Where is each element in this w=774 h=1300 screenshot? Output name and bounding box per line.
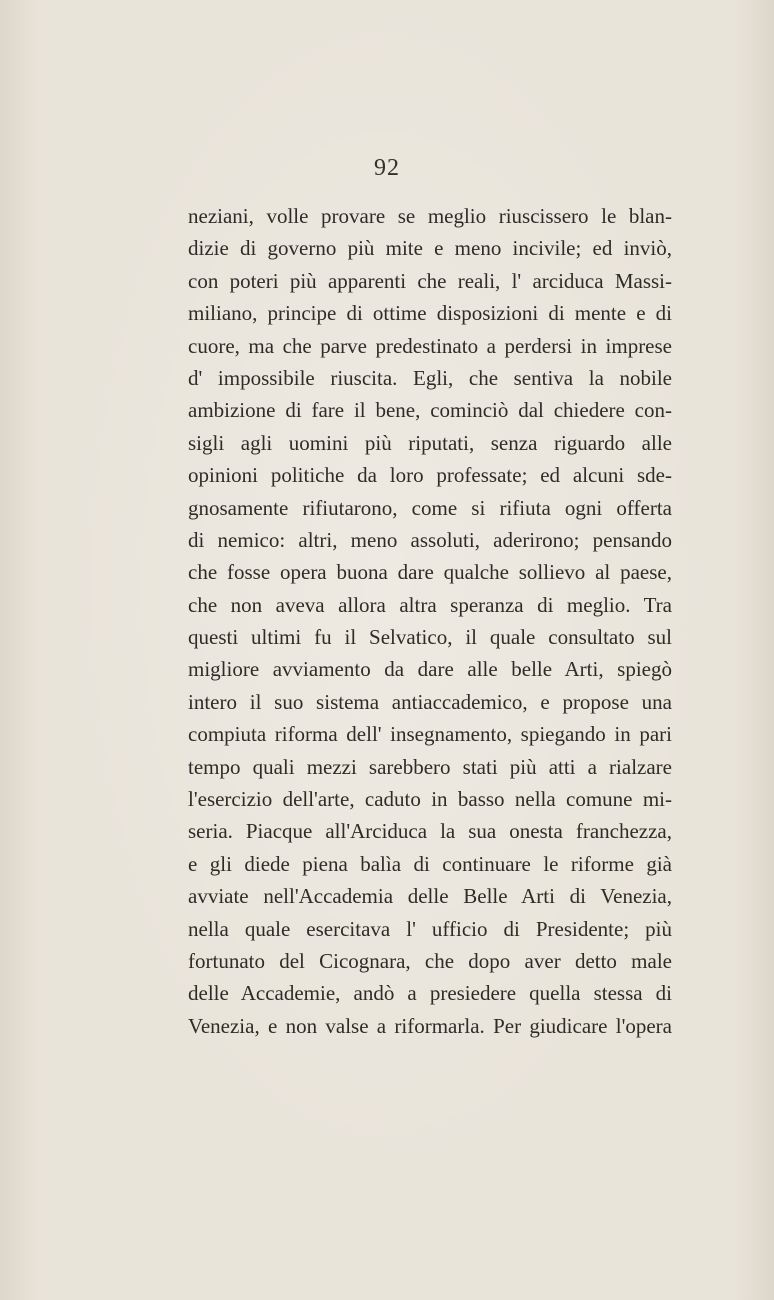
text-line: tempo quali mezzi sarebbero stati più atti a rialzare — [188, 754, 672, 779]
text-line: gnosamente rifiutarono, come si rifiuta ogni offerta — [188, 495, 672, 520]
text-line: questi ultimi fu il Selvatico, il quale consultato sul — [188, 625, 672, 650]
text-line: con poteri più apparenti che reali, l' arciduca Massi- — [188, 268, 672, 293]
text-line: intero il suo sistema antiaccademico, e propose una — [188, 689, 672, 714]
text-line: opinioni politiche da loro professate; ed alcuni sde- — [188, 463, 672, 488]
text-line: e gli diede piena balìa di continuare le riforme già — [188, 851, 672, 876]
body-text — [188, 200, 672, 1042]
text-line: migliore avviamento da dare alle belle Arti, spiegò — [188, 657, 672, 682]
text-line: d' impossibile riuscita. Egli, che sentiva la nobile — [188, 365, 672, 390]
text-line: ambizione di fare il bene, cominciò dal chiedere con- — [188, 398, 672, 423]
text-line: delle Accademie, andò a presiedere quella stessa di — [188, 981, 672, 1006]
page-number: 92 — [374, 155, 400, 181]
text-line: neziani, volle provare se meglio riuscissero le blan- — [188, 204, 672, 228]
text-line: di nemico: altri, meno assoluti, aderirono; pensando — [188, 527, 672, 552]
text-line: Venezia, e non valse a riformarla. Per giudicare l'opera — [188, 1013, 672, 1038]
text-line: che fosse opera buona dare qualche sollievo al paese, — [188, 560, 672, 585]
text-line: dizie di governo più mite e meno incivile; ed inviò, — [188, 236, 672, 261]
text-line: nella quale esercitava l' ufficio di Presidente; più — [188, 916, 672, 941]
text-line: cuore, ma che parve predestinato a perdersi in imprese — [188, 333, 672, 358]
text-line: l'esercizio dell'arte, caduto in basso nella comune mi- — [188, 787, 672, 812]
text-line: avviate nell'Accademia delle Belle Arti di Venezia, — [188, 884, 672, 909]
text-line: fortunato del Cicognara, che dopo aver detto male — [188, 948, 672, 973]
text-line: miliano, principe di ottime disposizioni di mente e di — [188, 301, 672, 326]
text-line: che non aveva allora altra speranza di meglio. Tra — [188, 592, 672, 617]
text-line: sigli agli uomini più riputati, senza riguardo alle — [188, 430, 672, 455]
text-line: compiuta riforma dell' insegnamento, spiegando in pari — [188, 722, 672, 747]
text-line: seria. Piacque all'Arciduca la sua onesta franchezza, — [188, 819, 672, 844]
